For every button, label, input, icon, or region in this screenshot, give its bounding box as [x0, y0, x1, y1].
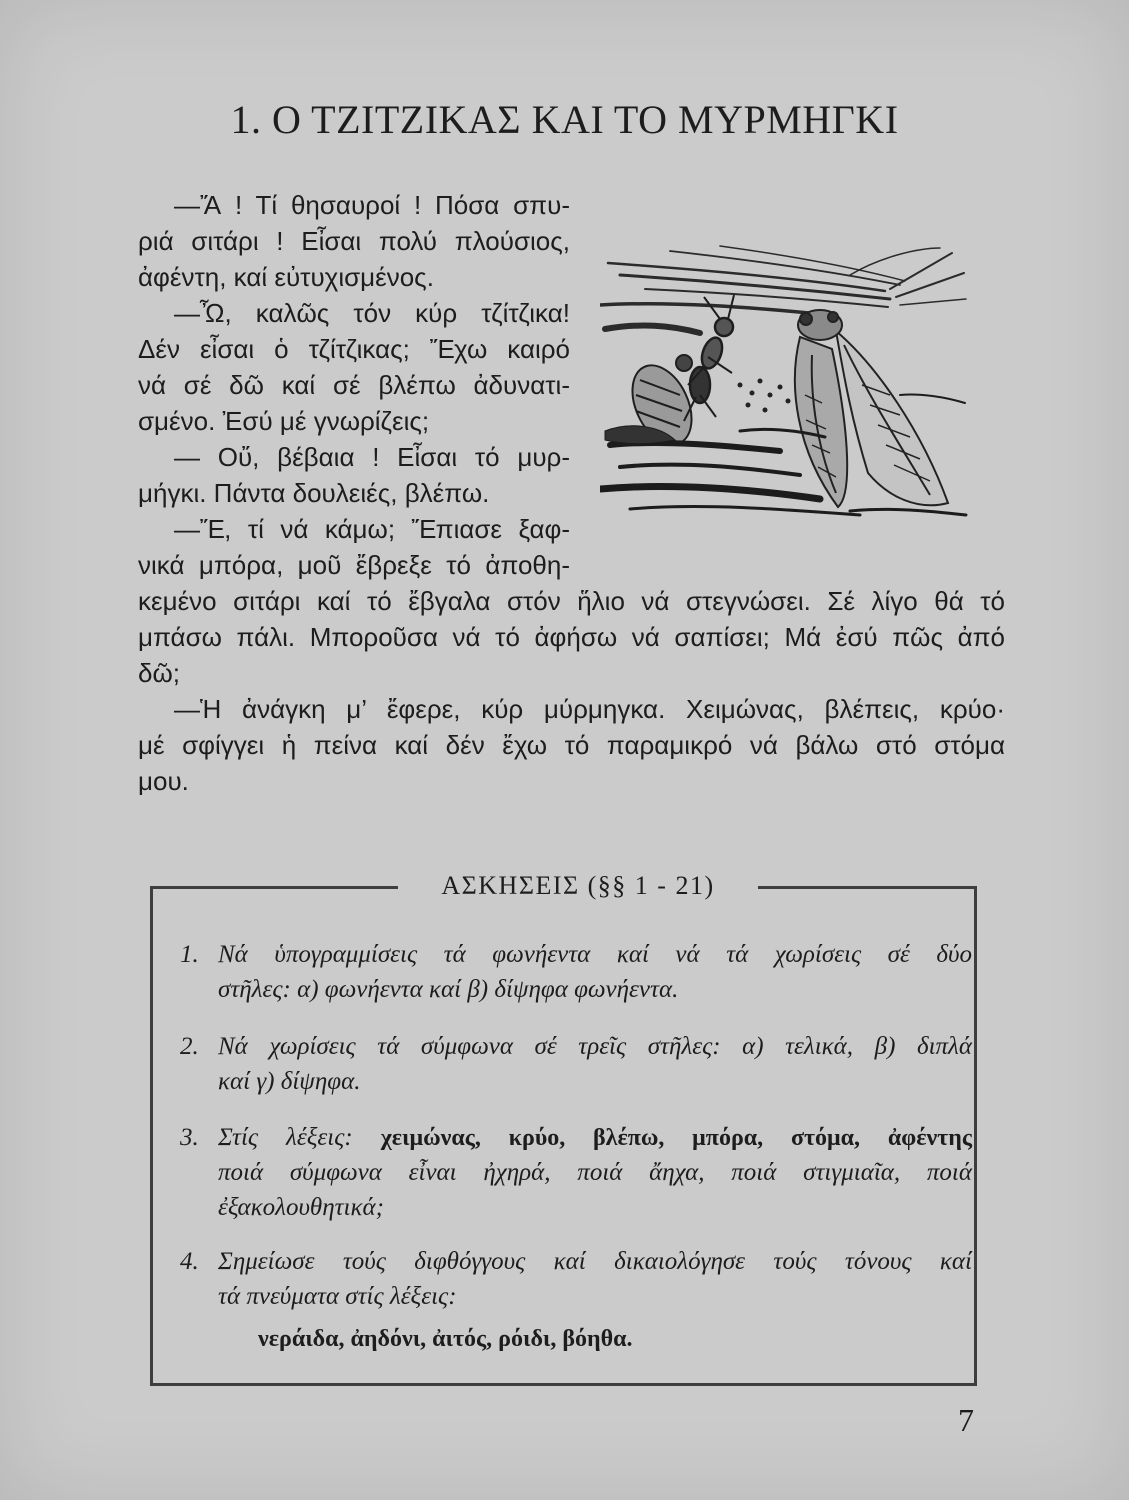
text-line: — Οὔ, βέβαια ! Εἶσαι τό μυρ- — [174, 442, 570, 472]
text-line: καί γ) δίψηφα. — [218, 1068, 361, 1095]
text-line: Νά χωρίσεις τά σύμφωνα σέ τρεῖς στῆλες: α) τελικά, β) διπλά — [218, 1033, 972, 1060]
text-line: τά πνεύματα στίς λέξεις: — [218, 1283, 457, 1310]
exercise-prefix: Στίς λέξεις: — [218, 1124, 353, 1151]
exercises-heading: ΑΣΚΗΣΕΙΣ (§§ 1 - 21) — [398, 868, 758, 904]
text-line — [218, 1120, 972, 1155]
text-line: μου. — [138, 766, 189, 796]
page-number: 7 — [958, 1402, 974, 1438]
text-line: —Ἡ ἀνάγκη μ’ ἔφερε, κύρ μύρμηγκα. Χειμώνας, βλέπεις, κρύο· — [174, 694, 1005, 724]
text-line: νικά μπόρα, μοῦ ἔβρεξε τό ἀποθη- — [138, 550, 570, 580]
text-line: νά σέ δῶ καί σέ βλέπω ἀδυνατι- — [138, 370, 570, 400]
text-line: Νά ὑπογραμμίσεις τά φωνήεντα καί νά τά χωρίσεις σέ δύο — [218, 941, 972, 968]
text-line: δῶ; — [138, 658, 180, 688]
chapter-title: 1. Ο ΤΖΙΤΖΙΚΑΣ ΚΑΙ ΤΟ ΜΥΡΜΗΓΚΙ — [230, 97, 899, 142]
wheat-grains — [738, 379, 791, 413]
cicada-figure — [795, 310, 948, 507]
wind-strokes — [600, 246, 966, 333]
exercise-text — [218, 937, 972, 1007]
text-line: ἀφέντη, καί εὐτυχισμένος. — [138, 262, 434, 292]
text-line: κεμένο σιτάρι καί τό ἔβγαλα στόν ἥλιο νά στεγνώσει. Σέ λίγο θά τό — [138, 586, 1005, 616]
text-line: Δέν εἶσαι ὁ τζίτζικας; Ἔχω καιρό — [138, 334, 570, 364]
exercise-number: 1. — [180, 941, 199, 968]
dialogue-paragraph — [138, 691, 1008, 799]
text-line: ποιά σύμφωνα εἶναι ἠχηρά, ποιά ἄηχα, ποιά στιγμιαῖα, ποιά — [218, 1159, 972, 1186]
ant-figure — [684, 295, 734, 421]
text-line: μπάσω πάλι. Μποροῦσα νά τό ἀφήσω νά σαπίσει; Μά ἐσύ πῶς ἀπό — [138, 622, 1005, 652]
exercises-box — [150, 886, 977, 1386]
bold-words: νεράιδα, ἀηδόνι, ἀιτός, ρόιδι, βόηθα. — [258, 1326, 633, 1352]
text-line: —Ἄ ! Τί θησαυροί ! Πόσα σπυ- — [174, 190, 570, 220]
text-line: σμένο. Ἐσύ μέ γνωρίζεις; — [138, 406, 430, 436]
exercise-text — [218, 1244, 972, 1357]
exercise-text — [218, 1029, 972, 1099]
illustration-cicada-and-ant — [600, 245, 970, 520]
text-line: ριά σιτάρι ! Εἶσαι πολύ πλούσιος, — [138, 226, 570, 256]
exercise-number: 4. — [180, 1248, 199, 1275]
text-line: —Ἔ, τί νά κάμω; Ἔπιασε ξαφ- — [174, 514, 570, 544]
text-line: στῆλες: α) φωνήεντα καί β) δίψηφα φωνήεντα. — [218, 976, 679, 1003]
text-line: μέ σφίγγει ἡ πείνα καί δέν ἔχω τό παραμικρό νά βάλω στό στόμα — [138, 730, 1005, 760]
dialogue-paragraph — [138, 511, 1008, 691]
text-line: Σημείωσε τούς διφθόγγους καί δικαιολόγησε τούς τόνους καί — [218, 1248, 972, 1275]
exercise-text — [218, 1120, 972, 1225]
text-line: —Ὦ, καλῶς τόν κύρ τζίτζικα! — [174, 298, 570, 328]
bold-words: χειμώνας, κρύο, βλέπω, μπόρα, στόμα, ἀφέντης — [380, 1125, 972, 1151]
exercise-number: 3. — [180, 1124, 199, 1151]
text-line: μήγκι. Πάντα δουλειές, βλέπω. — [138, 478, 490, 508]
exercise-number: 2. — [180, 1033, 199, 1060]
text-line: ἐξακολουθητικά; — [218, 1194, 384, 1221]
